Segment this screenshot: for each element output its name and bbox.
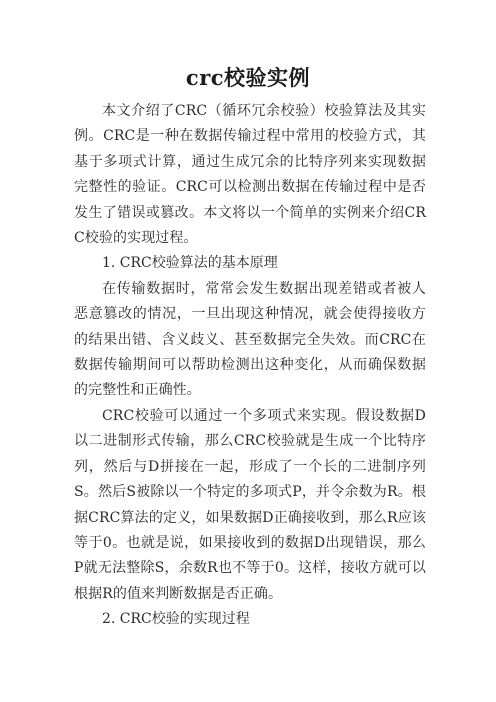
principle-paragraph-1: 在传输数据时，常常会发生数据出现差错或者被人恶意篡改的情况，一旦出现这种情况，就会使得接收方的结果出错、含义歧义、甚至数据完全失效。而CRC在数据传输期间可以帮助检测出这种变化，从而确保数据的完整性和正确性。 xyxy=(74,280,426,399)
intro-paragraph: 本文介绍了CRC（循环冗余校验）校验算法及其实例。CRC是一种在数据传输过程中常用的校验方式，其基于多项式计算，通过生成冗余的比特序列来实现数据完整性的验证。CRC可以检测出数据在传输过程中是否发生了错误或篡改。本文将以一个简单的实例来介绍CRC校验的实现过程。 xyxy=(74,103,426,247)
document-title: crc校验实例 xyxy=(185,65,311,90)
document-body xyxy=(74,99,426,633)
section-heading-1: 1. CRC校验算法的基本原理 xyxy=(102,255,278,272)
principle-paragraph-2: CRC校验可以通过一个多项式来实现。假设数据D以二进制形式传输，那么CRC校验就是生成一个比特序列，然后与D拼接在一起，形成了一个长的二进制序列S。然后S被除以一个特定的多项式P，并令余数为R。根据CRC算法的定义，如果数据D正确接收到，那么R应该等于0。也就是说，如果接收到的数据D出现错误，那么P就无法整除S，余数R也不等于0。这样，接收方就可以根据R的值来判断数据是否正确。 xyxy=(74,407,426,602)
section-heading-2: 2. CRC校验的实现过程 xyxy=(102,611,250,628)
